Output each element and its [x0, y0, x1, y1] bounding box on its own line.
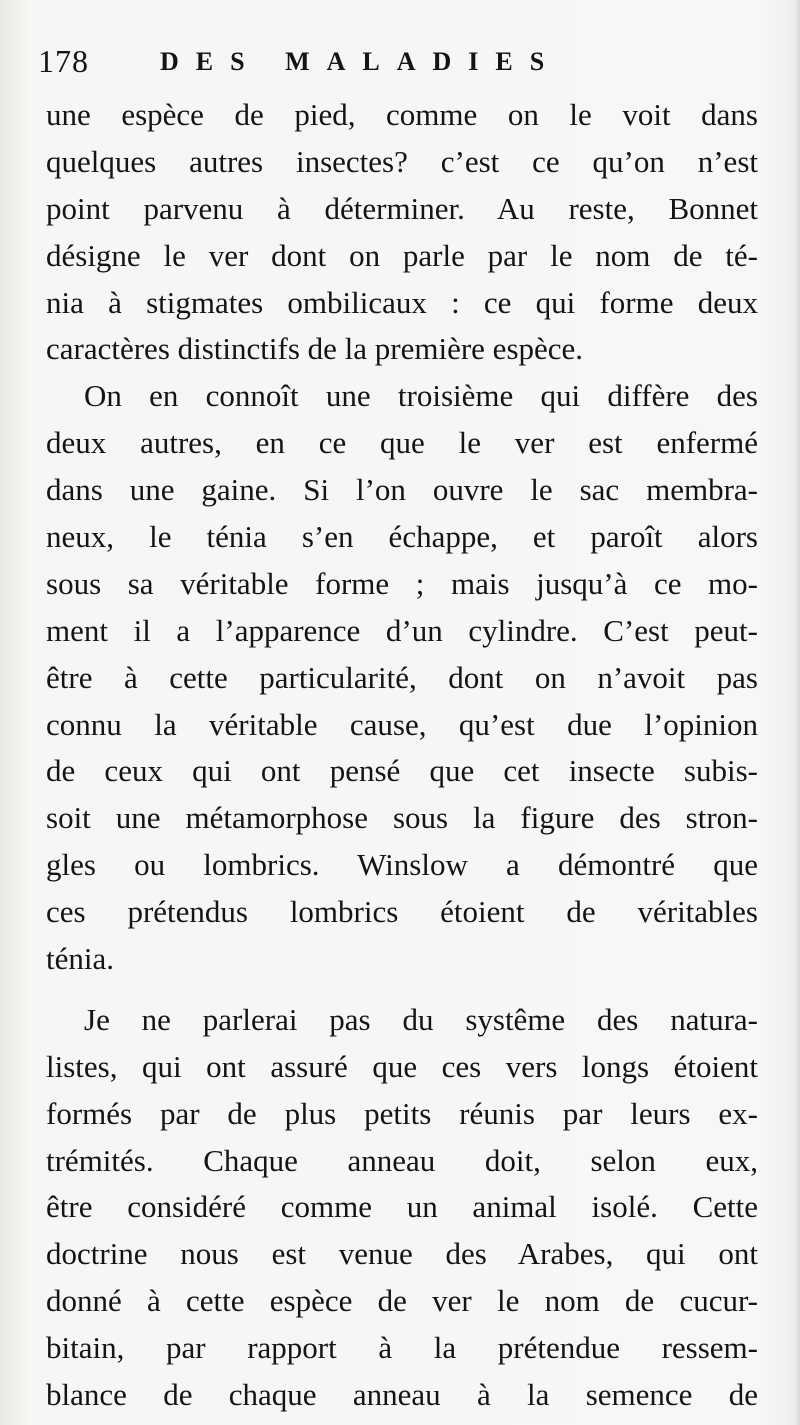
text-line: listes, qui ont assuré que ces vers longs étoient — [46, 1048, 758, 1084]
text-line: deux autres, en ce que le ver est enfermé — [46, 425, 758, 461]
text-line: gles ou lombrics. Winslow a démontré que — [46, 847, 758, 883]
text-line: bitain, par rapport à la prétendue ressem- — [46, 1330, 758, 1366]
text-line: dans une gaine. Si l’on ouvre le sac membra- — [46, 472, 758, 508]
body-text — [46, 92, 758, 1419]
text-line: Je ne parlerai pas du systême des natura- — [84, 1001, 758, 1037]
paragraph-2 — [46, 373, 758, 983]
text-line: soit une métamorphose sous la figure des stron- — [46, 800, 758, 836]
paragraph-1 — [46, 92, 758, 373]
text-line: connu la véritable cause, qu’est due l’opinion — [46, 706, 758, 742]
text-line: blance de chaque anneau à la semence de — [46, 1377, 758, 1413]
text-line: On en connoît une troisième qui diffère des — [84, 378, 758, 414]
text-line: être à cette particularité, dont on n’avoit pas — [46, 659, 758, 695]
paragraph-3 — [46, 997, 758, 1419]
text-line: point parvenu à déterminer. Au reste, Bonnet — [46, 190, 758, 226]
text-line: nia à stigmates ombilicaux : ce qui forme deux — [46, 284, 758, 320]
text-line: une espèce de pied, comme on le voit dans — [46, 97, 758, 132]
text-line: doctrine nous est venue des Arabes, qui ont — [46, 1236, 758, 1272]
page-header — [38, 38, 758, 84]
text-line: désigne le ver dont on parle par le nom de té- — [46, 237, 758, 273]
text-line: être considéré comme un animal isolé. Cette — [46, 1189, 758, 1225]
text-line: sous sa véritable forme ; mais jusqu’à ce mo- — [46, 565, 758, 601]
text-line: donné à cette espèce de ver le nom de cucur- — [46, 1283, 758, 1319]
page-edge-shadow — [794, 0, 800, 1425]
text-line: caractères distinctifs de la première espèce. — [46, 331, 584, 367]
page-number: 178 — [38, 43, 89, 79]
paragraph-gap — [46, 983, 758, 997]
text-line: neux, le ténia s’en échappe, et paroît alors — [46, 519, 758, 555]
text-line: de ceux qui ont pensé que cet insecte subis- — [46, 753, 758, 789]
text-line: ment il a l’apparence d’un cylindre. C’est peut- — [46, 612, 758, 648]
text-line: formés par de plus petits réunis par leurs ex- — [46, 1095, 758, 1131]
text-line: quelques autres insectes? c’est ce qu’on n’est — [46, 143, 758, 179]
running-head: DES MALADIES — [160, 47, 562, 76]
text-line: trémités. Chaque anneau doit, selon eux, — [46, 1142, 758, 1178]
text-line: ténia. — [46, 941, 114, 977]
text-line: ces prétendus lombrics étoient de véritables — [46, 894, 758, 930]
